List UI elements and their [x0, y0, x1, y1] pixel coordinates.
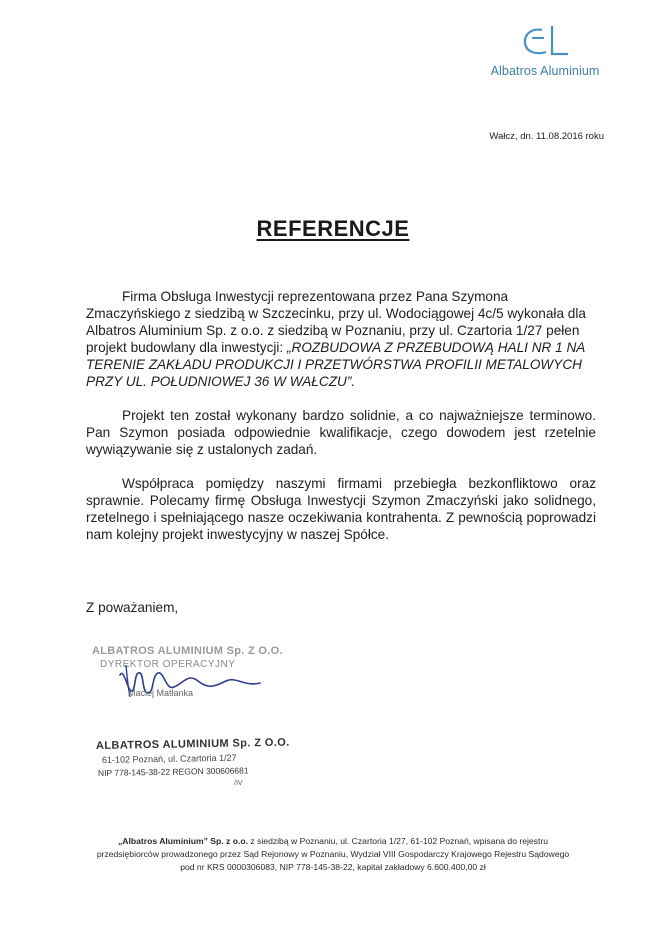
footer-line-3: pod nr KRS 0000306083, NIP 778-145-38-22, kapitał zakładowy 6.600.400,00 zł	[180, 862, 486, 872]
footer	[0, 835, 666, 874]
page-title: REFERENCJE	[256, 216, 410, 241]
investment-name: „ROZBUDOWA Z PRZEBUDOWĄ HALI NR 1 NA TERENIE ZAKŁADU PRODUKCJI I PRZETWÓRSTWA PROFILII METALOWYCH PRZY UL. POŁUDNIOWEJ 36 W WAŁCZU”.	[86, 340, 585, 389]
company-stamp-address: 61-102 Poznań, ul. Czartoria 1/27	[101, 752, 237, 765]
footer-line-1-text: z siedzibą w Poznaniu, ul. Czartoria 1/27, 61-102 Poznań, wpisana do rejestru	[248, 836, 549, 846]
footer-company: „Albatros Aluminium” Sp. z o.o.	[117, 836, 249, 846]
closing-salutation: Z poważaniem,	[86, 600, 179, 615]
paragraph-1-text: Firma Obsługa Inwestycji reprezentowana przez Pana Szymona Zmaczyńskiego z siedzibą w Szczecinku, przy ul. Wodociągowej 4c/5 wykonała dla Albatros Aluminium Sp. z o.o. z siedzibą w Poznaniu, przy ul. Czartoria 1/27 pełen projekt budowlany dla inwestycji:	[86, 289, 586, 355]
paragraph-1	[86, 288, 596, 390]
company-stamp	[95, 736, 290, 800]
albatros-logo-icon	[522, 22, 570, 62]
paragraph-2: Projekt ten został wykonany bardzo solidnie, a co najważniejsze terminowo. Pan Szymon posiada odpowiednie kwalifikacje, czego dowodem jest rzetelnie wywiązywanie się z ustalonych zadań.	[86, 408, 596, 457]
brand-name: Albatros Aluminium	[490, 64, 600, 78]
place-date: Wałcz, dn. 11.08.2016 roku	[489, 131, 604, 142]
stamp-company-name: ALBATROS ALUMINIUM Sp. Z O.O.	[92, 645, 283, 657]
company-stamp-ids: NIP 778-145-38-22 REGON 300606681	[97, 765, 249, 778]
letter-body	[86, 288, 596, 543]
stamp-person-name: Maciej Matłanka	[128, 688, 194, 698]
stamp-mark: /IV	[234, 780, 243, 787]
footer-line-2: przedsiębiorców prowadzonego przez Sąd Rejonowy w Poznaniu, Wydział VIII Gospodarczy Krajowego Rejestru Sądowego	[96, 849, 570, 859]
stamp-role: DYREKTOR OPERACYJNY	[100, 659, 236, 670]
paragraph-3: Współpraca pomiędzy naszymi firmami przebiegła bezkonfliktowo oraz sprawnie. Polecamy firmę Obsługa Inwestycji Szymon Zmaczyński jako solidnego, rzetelnego i spełniającego nasze oczekiwania kontrahenta. Z pewnością poprowadzi nam kolejny projekt inwestycyjny w naszej Spółce.	[86, 476, 596, 542]
signature-stamp	[92, 645, 283, 715]
company-logo	[470, 20, 620, 82]
footer-line-1	[0, 835, 666, 848]
company-stamp-name: ALBATROS ALUMINIUM Sp. Z O.O.	[95, 736, 290, 752]
